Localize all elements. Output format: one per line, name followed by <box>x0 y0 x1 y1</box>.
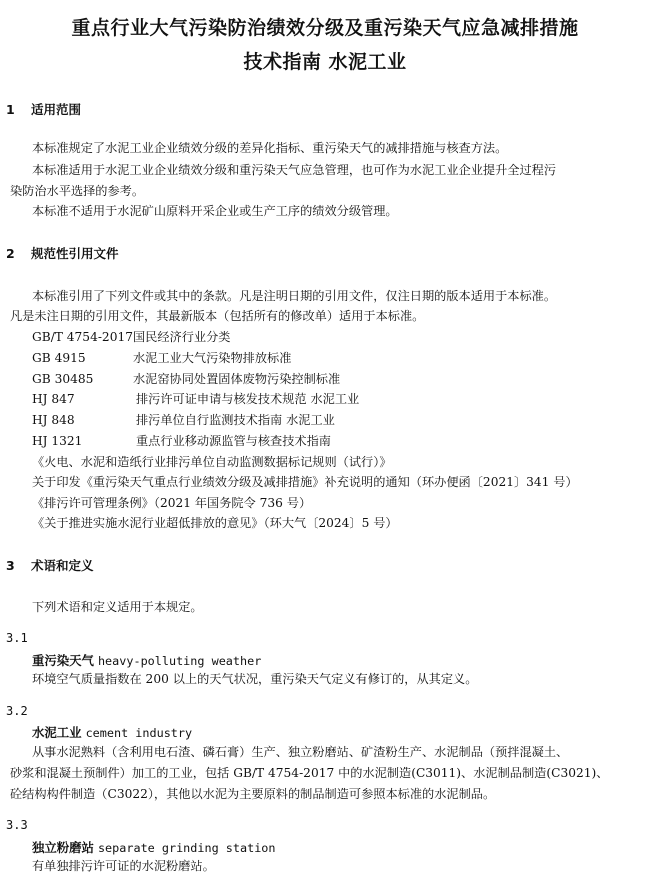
reference-document: 《排污许可管理条例》（2021 年国务院令 736 号） <box>32 496 312 510</box>
document-title-line-2: 技术指南 水泥工业 <box>243 51 407 73</box>
term-definition: 环境空气质量指数在 200 以上的天气状况，重污染天气定义有修订的，从其定义。 <box>32 672 478 686</box>
reference-code: GB 4915 <box>32 351 86 365</box>
reference-item <box>32 389 359 409</box>
reference-name: 国民经济行业分类 <box>133 330 231 344</box>
reference-item <box>32 327 231 347</box>
reference-item <box>32 431 331 451</box>
reference-name: 排污单位自行监测技术指南 水泥工业 <box>136 413 335 427</box>
term-chinese: 重污染天气 <box>32 653 94 668</box>
section-2-heading <box>6 246 119 262</box>
term-number: 3.1 <box>6 631 28 645</box>
paragraph: 下列术语和定义适用于本规定。 <box>32 600 203 614</box>
reference-item <box>32 410 335 430</box>
term-english: separate grinding station <box>97 841 276 855</box>
term-heading <box>32 723 192 741</box>
section-number: 2 <box>6 246 15 261</box>
reference-document: 关于印发《重污染天气重点行业绩效分级及减排措施》补充说明的通知（环办便函〔2021〕341 号） <box>32 475 578 489</box>
reference-document: 《火电、水泥和造纸行业排污单位自动监测数据标记规则（试行）》 <box>32 455 392 469</box>
term-chinese: 水泥工业 <box>32 725 82 740</box>
reference-code: GB/T 4754-2017 <box>32 330 133 344</box>
reference-code: HJ 848 <box>32 413 75 427</box>
paragraph: 本标准引用了下列文件或其中的条款。凡是注明日期的引用文件，仅注日期的版本适用于本标准。 <box>32 289 557 303</box>
term-definition-continuation: 砼结构构件制造（C3022），其他以水泥为主要原料的制品制造可参照本标准的水泥制品。 <box>10 787 496 801</box>
reference-code: HJ 1321 <box>32 434 83 448</box>
term-heading <box>32 651 261 669</box>
term-number: 3.3 <box>6 818 28 832</box>
paragraph: 本标准规定了水泥工业企业绩效分级的差异化指标、重污染天气的减排措施与核查方法。 <box>32 141 508 155</box>
term-heading <box>32 838 276 856</box>
paragraph: 本标准适用于水泥工业企业绩效分级和重污染天气应急管理，也可作为水泥工业企业提升全过程污 <box>32 163 557 177</box>
reference-document: 《关于推进实施水泥行业超低排放的意见》（环大气〔2024〕5 号） <box>32 516 398 530</box>
section-3-heading <box>6 558 94 574</box>
reference-code: GB 30485 <box>32 372 94 386</box>
document-title-line-1: 重点行业大气污染防治绩效分级及重污染天气应急减排措施 <box>71 17 579 39</box>
term-number: 3.2 <box>6 704 28 718</box>
section-title: 适用范围 <box>31 102 82 117</box>
reference-item <box>32 369 340 389</box>
section-number: 3 <box>6 558 15 573</box>
reference-name: 水泥工业大气污染物排放标准 <box>133 351 292 365</box>
reference-item <box>32 348 291 368</box>
section-1-heading <box>6 102 81 118</box>
reference-name: 排污许可证申请与核发技术规范 水泥工业 <box>136 392 360 406</box>
term-chinese: 独立粉磨站 <box>32 840 94 855</box>
term-definition: 从事水泥熟料（含利用电石渣、磷石膏）生产、独立粉磨站、矿渣粉生产、水泥制品（预拌混凝土、 <box>32 745 569 759</box>
term-definition-continuation: 砂浆和混凝土预制件）加工的工业，包括 GB/T 4754-2017 中的水泥制造(C3011)、水泥制品制造(C3021)、 <box>10 766 609 780</box>
term-definition: 有单独排污许可证的水泥粉磨站。 <box>32 859 215 873</box>
section-number: 1 <box>6 102 15 117</box>
paragraph: 本标准不适用于水泥矿山原料开采企业或生产工序的绩效分级管理。 <box>32 204 398 218</box>
paragraph-continuation: 染防治水平选择的参考。 <box>10 184 145 198</box>
term-english: cement industry <box>85 726 193 740</box>
reference-name: 水泥窑协同处置固体废物污染控制标准 <box>133 372 341 386</box>
paragraph-continuation: 凡是未注日期的引用文件，其最新版本（包括所有的修改单）适用于本标准。 <box>10 309 425 323</box>
reference-name: 重点行业移动源监管与核查技术指南 <box>136 434 331 448</box>
section-title: 术语和定义 <box>31 558 94 573</box>
section-title: 规范性引用文件 <box>31 246 119 261</box>
reference-code: HJ 847 <box>32 392 75 406</box>
term-english: heavy-polluting weather <box>97 654 262 668</box>
